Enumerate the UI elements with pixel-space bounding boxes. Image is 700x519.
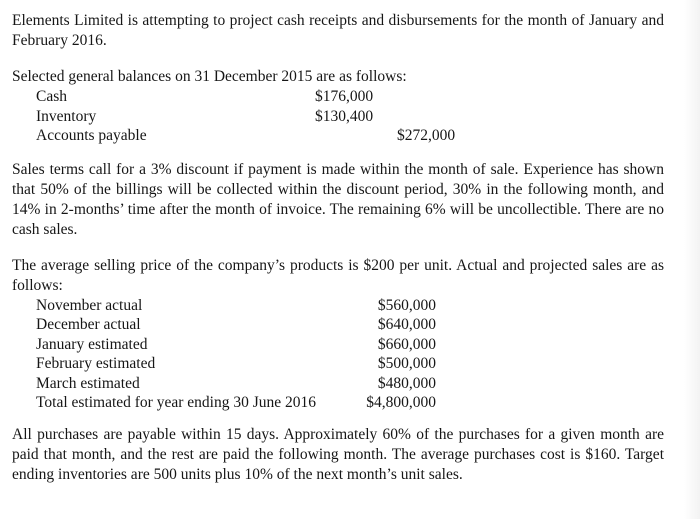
balance-label: Accounts payable [36,127,147,144]
page-edge-shadow [684,0,700,519]
balance-value: $130,400 [315,107,374,125]
sales-value: $4,800,000 [366,394,436,411]
balance-value: $272,000 [397,127,456,144]
balance-label: Inventory [36,107,97,125]
sales-row-march [12,374,664,394]
sales-row-total [12,393,664,413]
sales-label: March estimated [36,374,140,392]
sales-row-january [12,335,664,355]
sales-heading: The average selling price of the company’s products is $200 per unit. Actual and projected sales are as follows: [12,256,664,294]
sales-row-february [12,354,664,374]
balance-row-inventory [12,107,664,127]
sales-row-december [12,315,664,335]
balance-row-accounts-payable [12,126,664,146]
sales-value: $660,000 [377,335,436,353]
sales-label: November actual [36,296,143,314]
sales-label: January estimated [36,335,148,353]
intro-paragraph: Elements Limited is attempting to project cash receipts and disbursements for the month of January and February 2016. [12,12,664,49]
sales-terms-paragraph: Sales terms call for a 3% discount if payment is made within the month of sale. Experience has shown that 50% of the billings will be collected within the discount period, 30% in the following month, and 14% in 2-months’ time after the month of invoice. The remaining 6% will be uncollectible. There are no cash sales. [12,160,664,238]
sales-label: February estimated [36,355,156,372]
balance-row-cash [12,87,664,107]
sales-section [12,256,664,413]
sales-row-november [12,296,664,316]
sales-value: $560,000 [377,296,436,314]
balance-value: $176,000 [315,88,374,105]
balance-label: Cash [36,88,67,105]
purchases-paragraph: All purchases are payable within 15 days. Approximately 60% of the purchases for a given month are paid that month, and the rest are paid the following month. The average purchases cost is $160. Target ending inventories are 500 units plus 10% of the next month’s unit sales. [12,425,664,483]
sales-value: $500,000 [377,355,436,372]
sales-value: $480,000 [377,374,436,392]
sales-value: $640,000 [377,316,436,333]
sales-label: December actual [36,316,141,333]
balances-section [12,67,664,146]
sales-label: Total estimated for year ending 30 June 2016 [36,394,316,411]
balances-heading: Selected general balances on 31 December 2015 are as follows: [12,68,407,85]
